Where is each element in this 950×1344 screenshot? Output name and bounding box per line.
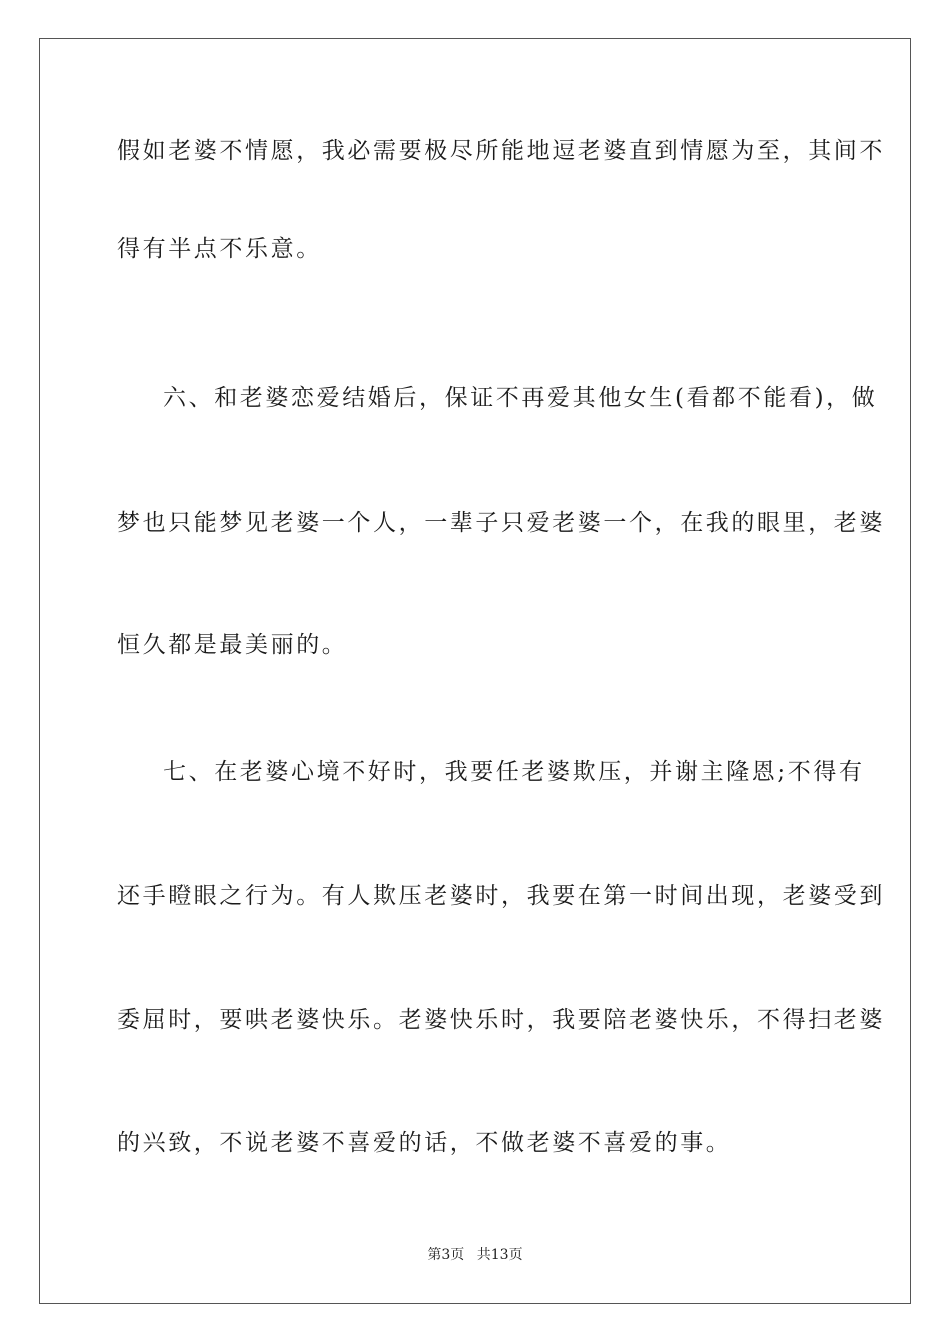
- body-line-7: 还手瞪眼之行为。有人欺压老婆时，我要在第一时间出现，老婆受到: [117, 883, 885, 909]
- page-number: 第3页: [427, 1247, 465, 1263]
- body-line-6: 七、在老婆心境不好时，我要任老婆欺压，并谢主隆恩;不得有: [163, 759, 865, 785]
- body-line-2: 得有半点不乐意。: [117, 236, 322, 262]
- page-footer: [0, 1246, 950, 1264]
- page-border: [39, 38, 911, 1304]
- page-total: 共13页: [476, 1247, 523, 1263]
- body-line-3: 六、和老婆恋爱结婚后，保证不再爱其他女生(看都不能看)，做: [163, 385, 878, 411]
- body-line-8: 委屈时，要哄老婆快乐。老婆快乐时，我要陪老婆快乐，不得扫老婆: [117, 1007, 885, 1033]
- body-line-4: 梦也只能梦见老婆一个人，一辈子只爱老婆一个，在我的眼里，老婆: [117, 510, 885, 536]
- body-line-1: 假如老婆不情愿，我必需要极尽所能地逗老婆直到情愿为至，其间不: [117, 138, 885, 164]
- body-line-9: 的兴致，不说老婆不喜爱的话，不做老婆不喜爱的事。: [117, 1130, 732, 1156]
- body-line-5: 恒久都是最美丽的。: [117, 632, 348, 658]
